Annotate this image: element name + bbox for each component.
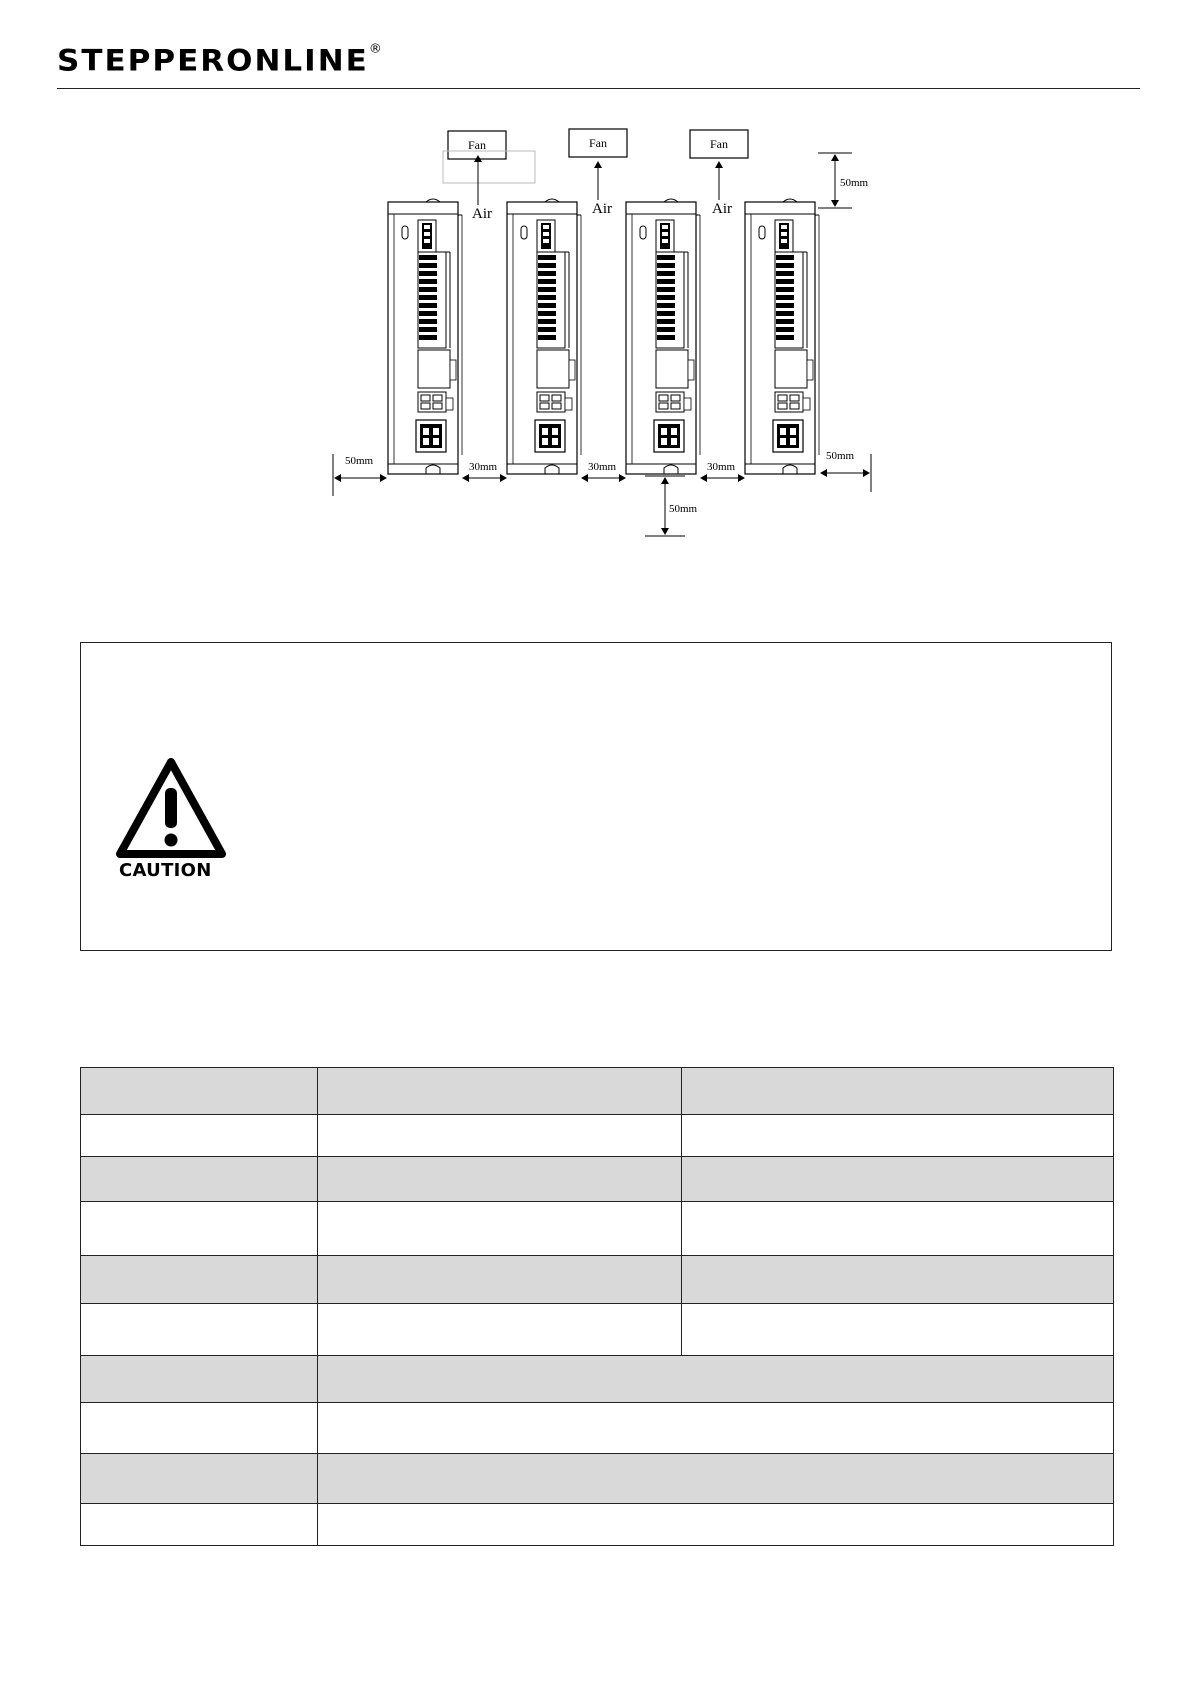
table-row xyxy=(81,1068,1114,1115)
dim-gap3-30mm: 30mm xyxy=(707,461,736,473)
svg-text:Fan: Fan xyxy=(468,138,486,152)
table-row xyxy=(81,1304,1114,1356)
fan-box-2 xyxy=(569,129,627,157)
table-cell xyxy=(318,1356,1114,1403)
table-cell xyxy=(81,1454,318,1504)
table-row xyxy=(81,1403,1114,1454)
caution-label: CAUTION xyxy=(119,860,212,881)
table-row xyxy=(81,1157,1114,1202)
caution-box xyxy=(80,642,1112,951)
fan-box-1 xyxy=(448,131,506,159)
warning-triangle-icon xyxy=(114,756,228,860)
table-cell xyxy=(318,1115,682,1157)
table-cell xyxy=(682,1202,1114,1256)
installation-diagram xyxy=(0,0,1190,560)
table-cell xyxy=(318,1403,1114,1454)
table-cell xyxy=(81,1157,318,1202)
dim-left-50mm: 50mm xyxy=(345,455,374,467)
table-row xyxy=(81,1115,1114,1157)
table-cell xyxy=(318,1454,1114,1504)
table-cell xyxy=(682,1304,1114,1356)
table-cell xyxy=(318,1256,682,1304)
dim-bottom-50mm: 50mm xyxy=(669,503,698,515)
air-label-3: Air xyxy=(712,201,732,217)
dim-gap1-30mm: 30mm xyxy=(469,461,498,473)
table-cell xyxy=(318,1068,682,1115)
table-row xyxy=(81,1504,1114,1546)
fan-box-3 xyxy=(690,130,748,158)
brand-name: STEPPERONLINE xyxy=(57,44,369,79)
dim-gap2-30mm: 30mm xyxy=(588,461,617,473)
table-row xyxy=(81,1256,1114,1304)
svg-text:Fan: Fan xyxy=(710,137,728,151)
table-cell xyxy=(682,1068,1114,1115)
table-cell xyxy=(81,1115,318,1157)
registered-mark: ® xyxy=(368,42,384,57)
table-cell xyxy=(682,1157,1114,1202)
table-row xyxy=(81,1454,1114,1504)
table-cell xyxy=(318,1157,682,1202)
air-label-2: Air xyxy=(592,201,612,217)
table-row xyxy=(81,1356,1114,1403)
table-row xyxy=(81,1202,1114,1256)
table-cell xyxy=(81,1256,318,1304)
table-cell xyxy=(81,1504,318,1546)
table-cell xyxy=(318,1304,682,1356)
driver-unit-1 xyxy=(388,199,458,474)
driver-unit-2 xyxy=(507,199,577,474)
driver-unit-4 xyxy=(745,199,815,474)
table-cell xyxy=(81,1068,318,1115)
table-cell xyxy=(81,1304,318,1356)
table-cell xyxy=(682,1115,1114,1157)
table-cell xyxy=(81,1403,318,1454)
dim-top-50mm: 50mm xyxy=(840,177,869,189)
table-cell xyxy=(318,1504,1114,1546)
dim-right-50mm: 50mm xyxy=(826,450,855,462)
table-cell xyxy=(318,1202,682,1256)
svg-text:Fan: Fan xyxy=(589,136,607,150)
driver-unit-3 xyxy=(626,199,696,474)
table-cell xyxy=(682,1256,1114,1304)
air-label-1: Air xyxy=(472,206,492,222)
table-cell xyxy=(81,1202,318,1256)
spec-table xyxy=(80,1067,1114,1546)
table-cell xyxy=(81,1356,318,1403)
